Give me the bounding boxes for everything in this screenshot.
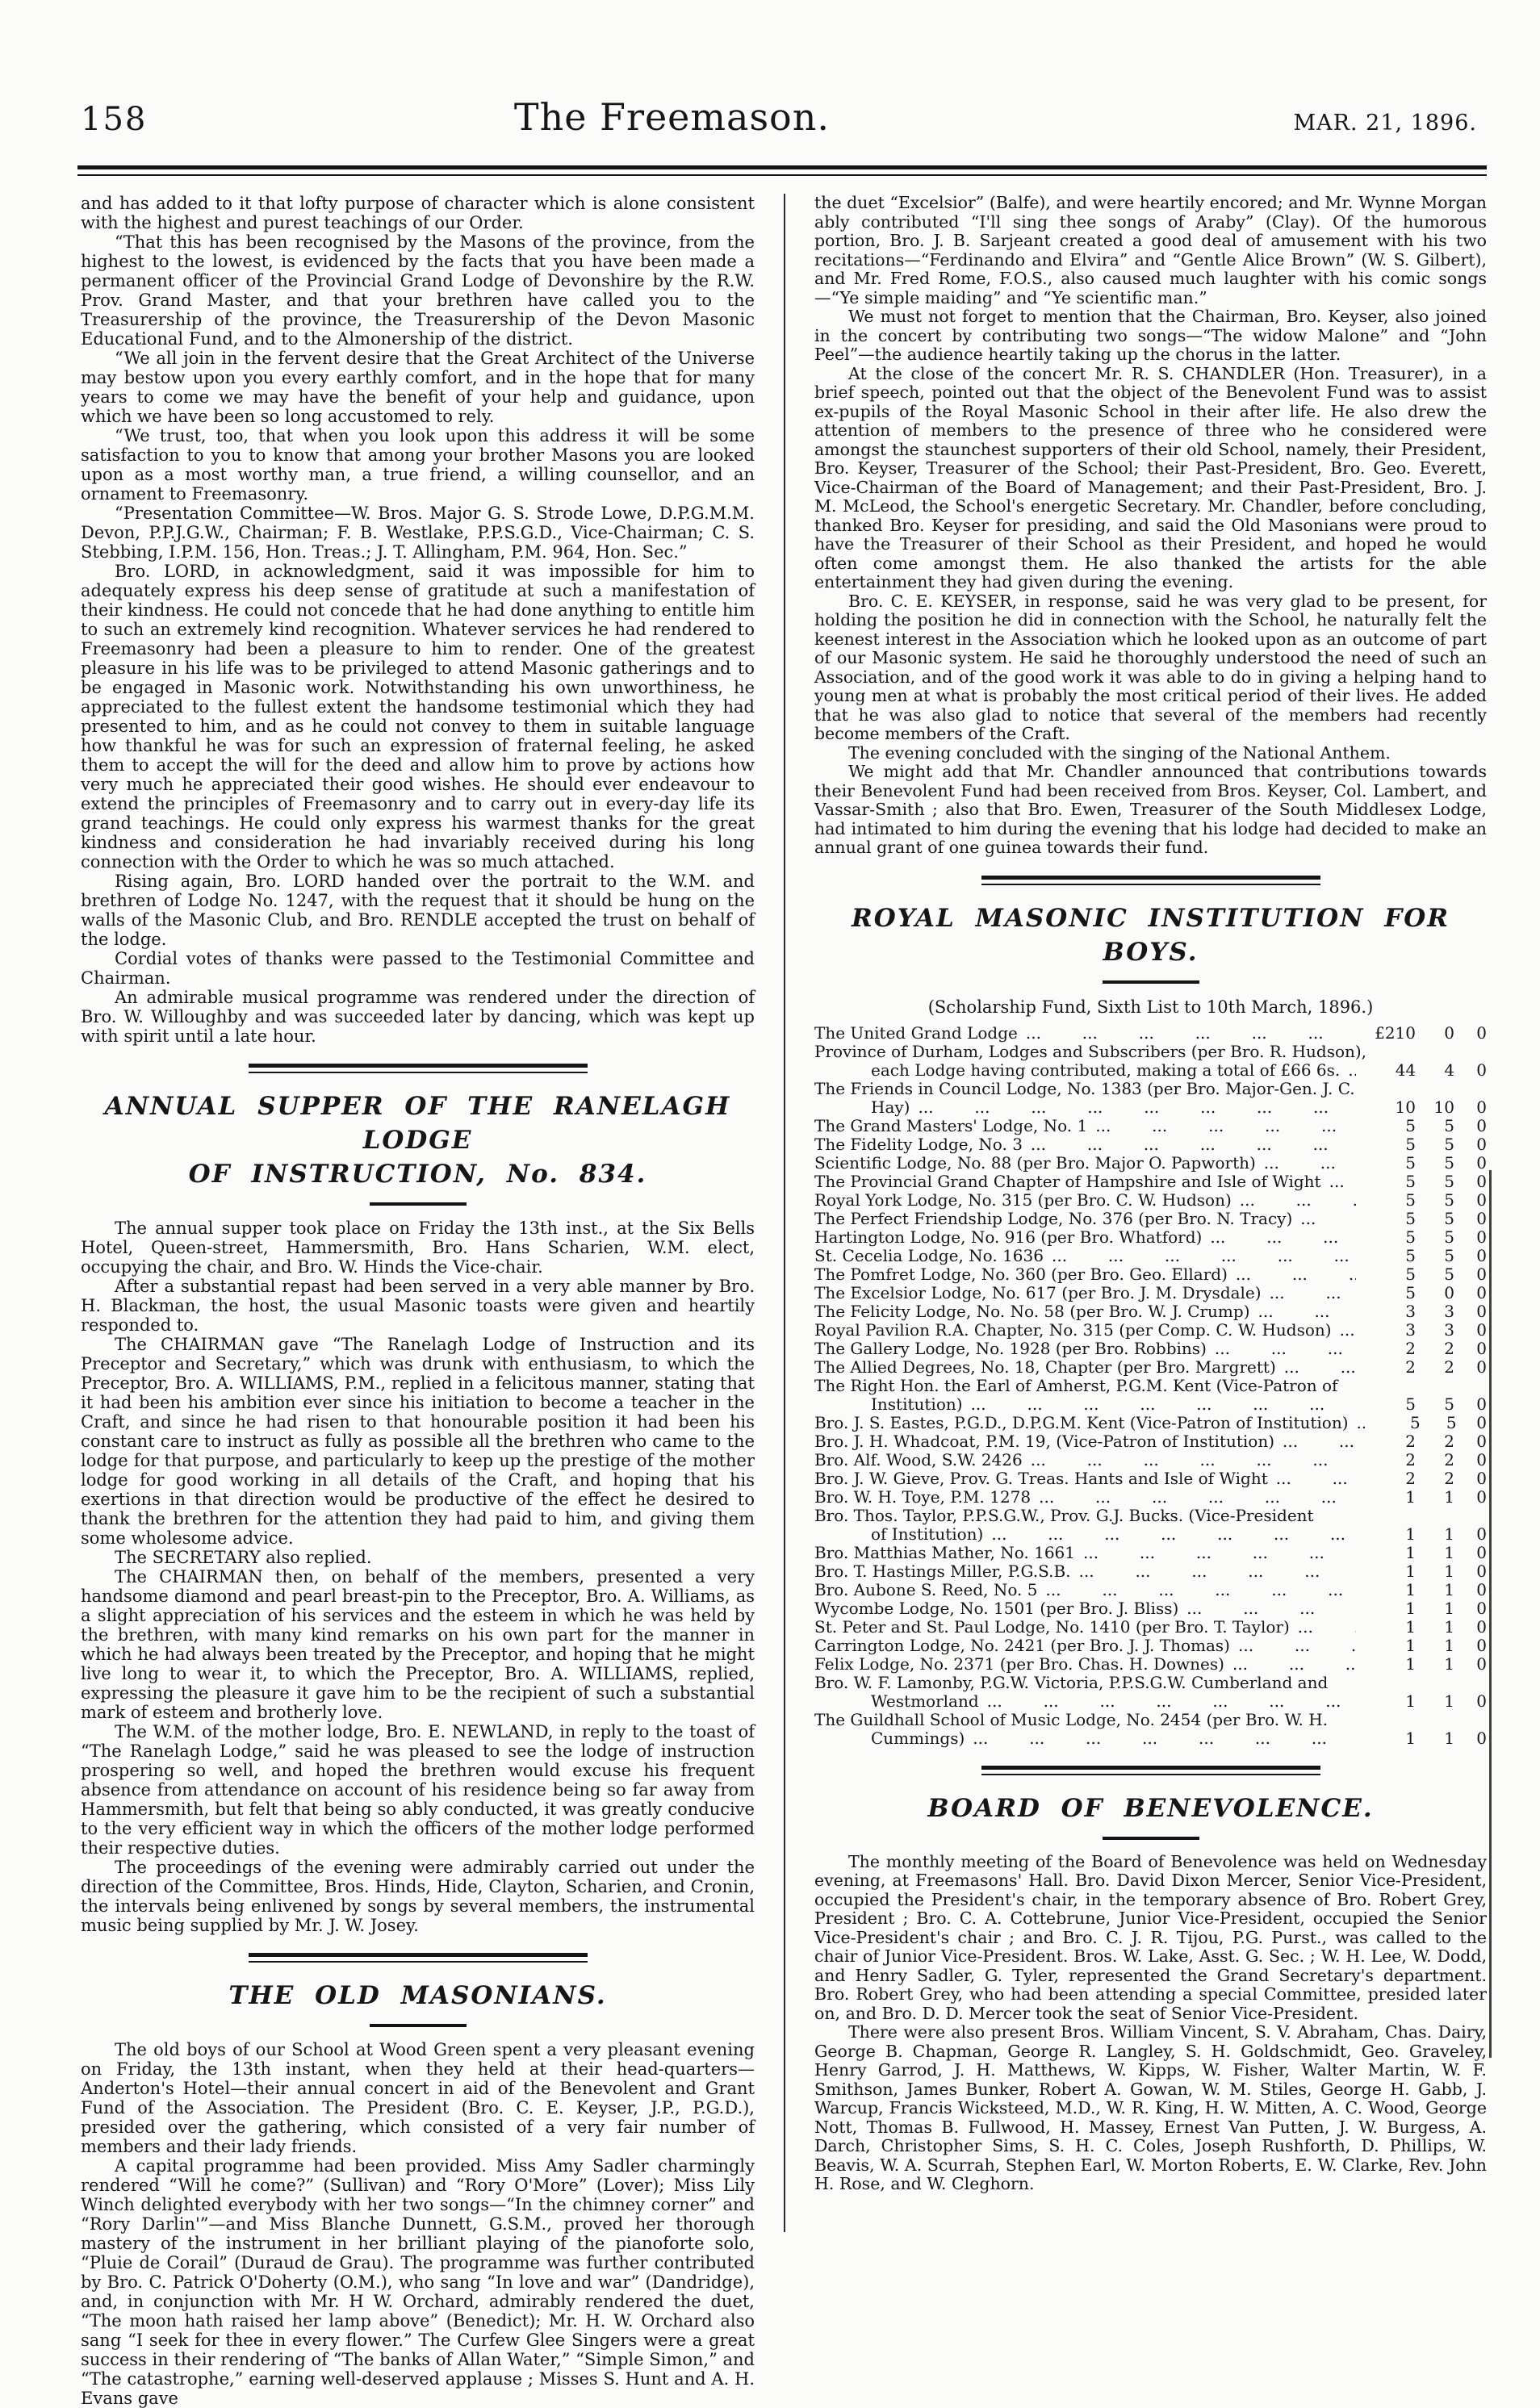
paragraph: the duet “Excelsior” (Balfe), and were heartily encored; and Mr. Wynne Morgan ably contributed “I'll sing thee songs of Araby” (Clay). Of the humorous portion, Bro. J. B. Sarjeant created a good deal of amusement with his two recitations—“Ferdinando and Elvira” and “Gentle Alice Brown” (W. S. Gilbert), and Mr. Fred Rome, F.O.S., also caused much laughter with his comic songs—“Ye simple maiding” and “Ye scientific man.” (814, 193, 1487, 307)
paragraph: Rising again, Bro. LORD handed over the portrait to the W.M. and brethren of Lodge No. 1247, with the request that it should be hung on the walls of the Masonic Club, and Bro. RENDLE accepted the trust on behalf of the lodge. (81, 872, 755, 949)
amount-shillings: 5 (1444, 1227, 1454, 1247)
header-double-rule (77, 165, 1487, 176)
amount-pence: 0 (1476, 1561, 1487, 1581)
dot-leader (1250, 1302, 1356, 1321)
old-masonians-article-body (81, 2040, 755, 2408)
amount-pounds: 5 (1405, 1134, 1416, 1154)
fund-list-entry-name: Bro. Alf. Wood, S.W. 2426 (814, 1449, 1023, 1469)
fund-list-row (814, 1358, 1487, 1377)
amount-shillings: 1 (1444, 1635, 1454, 1655)
amount-pence: 0 (1476, 1338, 1487, 1358)
fund-list-row (814, 1377, 1487, 1395)
fund-list-entry-name: Bro. W. H. Toye, P.M. 1278 (814, 1486, 1032, 1507)
amount-shillings: 1 (1444, 1598, 1454, 1618)
headline-line: ANNUAL SUPPER OF THE RANELAGH LODGE (104, 1092, 731, 1155)
headline-line: OF INSTRUCTION, No. 834. (188, 1160, 647, 1189)
section-separator (981, 876, 1320, 885)
fund-list-row (814, 1562, 1487, 1581)
fund-list-row (814, 1581, 1487, 1599)
amount-pence: 0 (1476, 1245, 1487, 1265)
fund-list-entry-name: The Grand Masters' Lodge, No. 1 (814, 1115, 1088, 1135)
amount-pounds: 5 (1405, 1115, 1416, 1135)
fund-list-entry-name: each Lodge having contributed, making a total of £66 6s. (871, 1060, 1341, 1080)
amount-shillings: 5 (1444, 1208, 1454, 1228)
fund-list-entry-name: Felix Lodge, No. 2371 (per Bro. Chas. H. Downes) (814, 1653, 1224, 1674)
paragraph: The CHAIRMAN then, on behalf of the members, presented a very handsome diamond and pearl breast-pin to the Preceptor, Bro. A. Williams, as a slight appreciation of his services and the esteem in which he was held by the brethren, with many kind remarks on his own part for the manner in which he had always been treated by the Preceptor, and hoping that he might live long to wear it, to which the Preceptor, Bro. A. WILLIAMS, replied, expressing the pleasure it gave him to be the recipient of such a substantial mark of esteem and brotherly love. (81, 1567, 755, 1722)
benevolence-article-body (814, 1853, 1487, 2194)
amount-pence: 0 (1476, 1301, 1487, 1321)
dot-leader (1276, 1358, 1356, 1377)
amount-shillings: 10 (1433, 1097, 1454, 1117)
fund-list-entry-name: The Right Hon. the Earl of Amherst, P.G.M. Kent (Vice-Patron of (814, 1375, 1338, 1395)
paragraph: “We all join in the fervent desire that the Great Architect of the Universe may bestow upon you every earthly comfort, and in the hope that for many years to come we may have the benefit of your help and guidance, upon which we have been so long accustomed to rely. (81, 349, 755, 426)
fund-list-row (814, 1228, 1487, 1247)
amount-pounds: 10 (1395, 1097, 1416, 1117)
fund-list-row (814, 1618, 1487, 1637)
amount-shillings: 1 (1444, 1728, 1454, 1748)
amount-pounds: 1 (1405, 1524, 1416, 1544)
article-title-old-masonians: THE OLD MASONIANS. (228, 1981, 607, 2010)
paragraph: The evening concluded with the singing of the National Anthem. (848, 742, 1391, 763)
amount-pounds: 1 (1405, 1486, 1416, 1507)
amount-pounds: 5 (1405, 1264, 1416, 1284)
amount-pence: 0 (1476, 1134, 1487, 1154)
amount-shillings: 2 (1444, 1431, 1454, 1451)
fund-list-row (814, 1154, 1487, 1173)
dot-leader (1230, 1637, 1356, 1655)
amount-pence: 0 (1476, 1449, 1487, 1469)
dot-leader (963, 1395, 1356, 1414)
amount-shillings: 5 (1444, 1264, 1454, 1284)
paragraph: After a substantial repast had been served in a very able manner by Bro. H. Blackman, the host, the usual Masonic toasts were given and heartily responded to. (81, 1277, 755, 1335)
dot-leader (1075, 1544, 1356, 1562)
fund-list-entry-name: The Fidelity Lodge, No. 3 (814, 1134, 1023, 1154)
dot-leader (1228, 1265, 1356, 1284)
amount-shillings: 3 (1444, 1319, 1454, 1340)
paragraph: An admirable musical programme was rendered under the direction of Bro. W. Willoughby and was succeeded later by dancing, which was kept up with spirit until a late hour. (81, 988, 755, 1046)
amount-pounds: £210 (1375, 1022, 1416, 1043)
fund-list-row (814, 1599, 1487, 1618)
amount-shillings: 4 (1444, 1060, 1455, 1080)
paragraph: The monthly meeting of the Board of Benevolence was held on Wednesday evening, at Freemasons' Hall. Bro. David Dixon Mercer, Senior Vice-President, occupied the President's chair, in the temporary absence of Bro. Robert Grey, President ; Bro. C. A. Cottebrune, Junior Vice-President, occupied the Senior Vice-President's chair ; and Bro. C. J. R. Tijou, P.G. Purst., was called to the chair of Junior Vice-President. Bros. W. Lake, Asst. G. Sec. ; W. H. Lee, W. Dodd, and Henry Sadler, G. Tyler, represented the Grand Secretary's department. Bro. Robert Grey, who had been attending a special Committee, presided later on, and Bro. D. D. Mercer took the seat of Senior Vice-President. (814, 1851, 1487, 2023)
dot-leader (1202, 1228, 1356, 1247)
amount-shillings: 1 (1444, 1653, 1454, 1674)
dot-leader (1071, 1562, 1356, 1581)
fund-list-row (814, 1432, 1487, 1451)
fund-list-entry-name: Bro. Matthias Mather, No. 1661 (814, 1542, 1075, 1562)
fund-list-entry-name: St. Cecelia Lodge, No. 1636 (814, 1245, 1044, 1265)
dot-leader (1232, 1191, 1356, 1210)
amount-pence: 0 (1476, 1357, 1487, 1377)
amount-pounds: 1 (1405, 1598, 1416, 1618)
amount-pence: 0 (1476, 1189, 1487, 1210)
dot-leader (1044, 1247, 1356, 1265)
fund-list-entry-name: The Perfect Friendship Lodge, No. 376 (per Bro. N. Tracy) (814, 1208, 1293, 1228)
dot-leader (1023, 1451, 1356, 1469)
fund-list-row (814, 1117, 1487, 1135)
fund-list-entry-name: Hartington Lodge, No. 916 (per Bro. Whatford) (814, 1227, 1203, 1247)
amount-shillings: 2 (1444, 1338, 1454, 1358)
paragraph: Cordial votes of thanks were passed to the Testimonial Committee and Chairman. (81, 949, 755, 988)
paragraph: At the close of the concert Mr. R. S. CHANDLER (Hon. Treasurer), in a brief speech, pointed out that the object of the Benevolent Fund was to assist ex-pupils of the Royal Masonic School in their after life. He also drew the attention of members to the presence of three who he considered were amongst the staunchest supporters of their old School, namely, their President, Bro. Keyser, Treasurer of the School; their Past-President, Bro. Geo. Everett, Vice-Chairman of the Board of Management; and their Past-President, Bro. J. M. McLeod, the School's energetic Secretary. Mr. Chandler, before concluding, thanked Bro. Keyser for presiding, and said the Old Masonians were proud to have the Treasurer of their School as their President, and hoped he would often come amongst them. He also thanked the artists for the able entertainment they had given during the evening. (814, 363, 1487, 592)
dot-leader (1268, 1469, 1356, 1488)
amount-pounds: 5 (1410, 1412, 1421, 1432)
fund-list-entry-name: The Guildhall School of Music Lodge, No. 2454 (per Bro. W. H. (814, 1709, 1329, 1729)
amount-shillings: 5 (1444, 1245, 1454, 1265)
amount-pence: 0 (1476, 1524, 1487, 1544)
fund-list-entry-name: Bro. J. S. Eastes, P.G.D., D.P.G.M. Kent (Vice-Patron of Institution) (814, 1412, 1349, 1432)
dot-leader (1031, 1488, 1356, 1507)
fund-list-row (814, 1507, 1487, 1525)
fund-list-entry-name: Westmorland (871, 1691, 979, 1711)
dot-leader (1332, 1321, 1356, 1340)
fund-list-row (814, 1247, 1487, 1265)
paragraph: Bro. LORD, in acknowledgment, said it was impossible for him to adequately express his deep sense of gratitude at such a manifestation of their kindness. He could not concede that he had done anything to entitle him to such an extremely kind recognition. Whatever services he had rendered to Freemasonry had been a pleasure to him to render. One of the greatest pleasure in his life was to be privileged to attend Masonic gatherings and to be engaged in Masonic work. Notwithstanding his own unworthiness, he appreciated to the fullest extent the handsome testimonial which they had presented to him, and as he could not convey to them in suitable language how thankful he was for such an expression of fraternal feeling, he asked them to accept the will for the deed and allow him to prove by actions how very much he appreciated their good wishes. He should ever endeavour to extend the principles of Freemasonry and to carry out in every-day life its grand teachings. He could only express his warmest thanks for the great kindness and consideration he had invariably received during his long connection with the Order to which he was so much attached. (81, 562, 755, 872)
fund-list-row (814, 1135, 1487, 1154)
testimonial-article-body (81, 194, 755, 1046)
amount-shillings: 5 (1444, 1134, 1454, 1154)
headline-rule (370, 1202, 467, 1206)
amount-pounds: 5 (1405, 1189, 1416, 1210)
fund-list-row (814, 1711, 1487, 1729)
amount-pence: 0 (1476, 1227, 1487, 1247)
amount-pence: 0 (1476, 1060, 1487, 1080)
section-separator (981, 1766, 1320, 1775)
scholarship-fund-list (814, 1024, 1487, 1748)
amount-pounds: 44 (1395, 1060, 1417, 1080)
amount-shillings: 0 (1444, 1282, 1454, 1302)
headline-rule (370, 2024, 467, 2027)
amount-pounds: 5 (1405, 1208, 1416, 1228)
amount-pence: 0 (1476, 1542, 1487, 1562)
fund-list-entry-name: Cummings) (871, 1728, 965, 1748)
paragraph: The W.M. of the mother lodge, Bro. E. NEWLAND, in reply to the toast of “The Ranelagh Lodge,” said he was pleased to see the lodge of instruction prospering so well, and hoped the brethren would excuse his frequent absence from attendance on account of his residence being so far away from Hammersmith, but felt that being so ably conducted, it was greatly conducive to the very efficient way in which the officers of the mother lodge performed their respective duties. (81, 1722, 755, 1858)
page-number: 158 (81, 101, 148, 138)
dot-leader (910, 1098, 1356, 1117)
amount-shillings: 2 (1444, 1468, 1454, 1488)
fund-list-entry-name: The Gallery Lodge, No. 1928 (per Bro. Robbins) (814, 1338, 1207, 1358)
amount-pence: 0 (1476, 1394, 1487, 1414)
paragraph: “We trust, too, that when you look upon this address it will be some satisfaction to you to know that among your brother Masons you are looked upon as a most worthy man, a true friend, a willing counsellor, and an ornament to Freemasonry. (81, 426, 755, 504)
fund-list-row (814, 1655, 1487, 1674)
dot-leader (979, 1692, 1356, 1711)
fund-list-row (814, 1284, 1487, 1302)
fund-list-entry-name: of Institution) (871, 1524, 984, 1544)
amount-shillings: 1 (1444, 1486, 1454, 1507)
left-column (81, 194, 784, 2408)
fund-list-entry-name: The Felicity Lodge, No. No. 58 (per Bro. W. J. Crump) (814, 1301, 1250, 1321)
amount-pence: 0 (1476, 1152, 1487, 1173)
fund-list-row (814, 1451, 1487, 1469)
fund-list-row (814, 1414, 1487, 1432)
amount-pounds: 3 (1405, 1319, 1416, 1340)
fund-list-entry-name: Bro. J. H. Whadcoat, P.M. 19, (Vice-Patron of Institution) (814, 1431, 1274, 1451)
fund-list-entry-name: Wycombe Lodge, No. 1501 (per Bro. J. Bliss) (814, 1598, 1179, 1618)
amount-shillings: 1 (1444, 1542, 1454, 1562)
fund-list-entry-name: Province of Durham, Lodges and Subscribers (per Bro. R. Hudson), (814, 1041, 1367, 1061)
amount-pounds: 1 (1405, 1616, 1416, 1637)
fund-list-row (814, 1637, 1487, 1655)
amount-shillings: 5 (1444, 1115, 1454, 1135)
right-column (784, 194, 1487, 2232)
amount-shillings: 1 (1444, 1524, 1454, 1544)
fund-list-row (814, 1061, 1487, 1080)
paragraph: “That this has been recognised by the Masons of the province, from the highest to the lowest, is evidenced by the facts that you have been made a permanent officer of the Provincial Grand Lodge of Devonshire by the R.W. Prov. Grand Master, and that your brethren have called you to the Treasurership of the province, the Treasurership of the Devon Masonic Educational Fund, and to the Almonership of the district. (81, 232, 755, 349)
amount-pence: 0 (1476, 1264, 1487, 1284)
fund-list-entry-name: Bro. W. F. Lamonby, P.G.W. Victoria, P.P.S.G.W. Cumberland and (814, 1672, 1329, 1692)
dot-leader (1207, 1340, 1356, 1358)
amount-pence: 0 (1476, 1115, 1487, 1135)
amount-pounds: 2 (1405, 1338, 1416, 1358)
amount-pence: 0 (1476, 1579, 1487, 1599)
page-header (81, 95, 1477, 139)
amount-shillings: 1 (1444, 1691, 1454, 1711)
fund-list-row (814, 1395, 1487, 1414)
paragraph: There were also present Bros. William Vincent, S. V. Abraham, Chas. Dairy, George B. Chapman, George R. Langley, S. H. Goldschmidt, Geo. Graveley, Henry Garrod, J. H. Matthews, W. Kipps, W. Fisher, Walter Martin, W. F. Smithson, James Bunker, Robert A. Gowan, W. M. Stiles, George H. Gabb, J. Warcup, Francis Wicksteed, M.D., W. R. King, H. W. Mitten, A. C. Wood, George Nott, Thomas B. Fullwood, H. Massey, Ernest Van Putten, J. W. Burgess, A. Darch, Christopher Sims, S. H. C. Coles, Joseph Rushforth, D. Phillips, W. Beavis, W. A. Scurrah, Stephen Earl, W. Morton Roberts, E. W. Clarke, Rev. John H. Rose, and W. Cleghorn. (814, 2022, 1487, 2193)
headline-rule (1103, 1837, 1199, 1840)
fund-list-row (814, 1080, 1487, 1098)
paragraph: and has added to it that lofty purpose of character which is alone consistent with the highest and purest teachings of our Order. (81, 194, 755, 232)
fund-list-entry-name: Carrington Lodge, No. 2421 (per Bro. J. J. Thomas) (814, 1635, 1230, 1655)
section-separator (249, 1953, 588, 1963)
amount-shillings: 5 (1444, 1152, 1454, 1173)
fund-list-entry-name: Royal Pavilion R.A. Chapter, No. 315 (per Comp. C. W. Hudson) (814, 1319, 1332, 1340)
amount-shillings: 1 (1444, 1561, 1454, 1581)
amount-pounds: 1 (1405, 1691, 1416, 1711)
dot-leader (1023, 1135, 1356, 1154)
dot-leader (1292, 1210, 1356, 1228)
amount-pence: 0 (1476, 1282, 1487, 1302)
amount-pence: 0 (1476, 1635, 1487, 1655)
fund-list-row (814, 1729, 1487, 1748)
fund-list-entry-name: The United Grand Lodge (814, 1022, 1018, 1043)
fund-list-entry-name: The Provincial Grand Chapter of Hampshire and Isle of Wight (814, 1171, 1321, 1191)
issue-date: MAR. 21, 1896. (1293, 111, 1477, 136)
amount-pence: 0 (1476, 1412, 1487, 1432)
scan-edge-artifact (1489, 1170, 1492, 2058)
amount-pounds: 5 (1405, 1282, 1416, 1302)
fund-list-entry-name: Bro. Aubone S. Reed, No. 5 (814, 1579, 1038, 1599)
dot-leader (1321, 1173, 1356, 1191)
dot-leader (965, 1729, 1356, 1748)
fund-list-row (814, 1210, 1487, 1228)
dot-leader (1037, 1581, 1356, 1599)
fund-list-row (814, 1265, 1487, 1284)
paragraph: “Presentation Committee—W. Bros. Major G. S. Strode Lowe, D.P.G.M.M. Devon, P.P.J.G.W., Chairman; F. B. Westlake, P.P.S.G.D., Vice-Chairman; C. S. Stebbing, I.P.M. 156, Hon. Treas.; J. T. Allingham, P.M. 964, Hon. Sec.” (81, 504, 755, 562)
paragraph: The old boys of our School at Wood Green spent a very pleasant evening on Friday, the 13th instant, when they held at their head-quarters—Anderton's Hotel—their annual concert in aid of the Benevolent and Grant Fund of the Association. The President (Bro. C. E. Keyser, J.P., P.G.D.), presided over the gathering, which consisted of a very fair number of members and their lady friends. (81, 2040, 755, 2156)
masthead-title: The Freemason. (513, 95, 830, 139)
fund-list-entry-name: Bro. J. W. Gieve, Prov. G. Treas. Hants and Isle of Wight (814, 1468, 1268, 1488)
section-separator (249, 1064, 588, 1073)
amount-shillings: 5 (1444, 1171, 1454, 1191)
amount-pence: 0 (1476, 1468, 1487, 1488)
dot-leader (1262, 1284, 1356, 1302)
fund-list-entry-name: Bro. T. Hastings Miller, P.G.S.B. (814, 1561, 1071, 1581)
amount-pounds: 2 (1405, 1357, 1416, 1377)
dot-leader (1340, 1061, 1356, 1080)
amount-pounds: 1 (1405, 1542, 1416, 1562)
dot-leader (1274, 1432, 1356, 1451)
amount-pounds: 5 (1405, 1227, 1416, 1247)
headline-rule (1103, 980, 1199, 984)
fund-list-row (814, 1469, 1487, 1488)
amount-pounds: 1 (1405, 1561, 1416, 1581)
dot-leader (1349, 1414, 1365, 1432)
ranelagh-article-body (81, 1219, 755, 1935)
paragraph: The proceedings of the evening were admirably carried out under the direction of the Committee, Bros. Hinds, Hide, Clayton, Scharien, and Cronin, the intervals being enlivened by songs by several members, the instrumental music being supplied by Mr. J. W. Josey. (81, 1858, 755, 1935)
amount-shillings: 2 (1444, 1357, 1454, 1377)
amount-pence: 0 (1476, 1319, 1487, 1340)
article-title-boys-institution: ROYAL MASONIC INSTITUTION FOR BOYS. (852, 903, 1450, 967)
article-title-board-of-benevolence: BOARD OF BENEVOLENCE. (927, 1793, 1374, 1823)
amount-pence: 0 (1476, 1171, 1487, 1191)
fund-list-entry-name: The Friends in Council Lodge, No. 1383 (per Bro. Major-Gen. J. C. (814, 1078, 1355, 1098)
amount-shillings: 5 (1444, 1189, 1454, 1210)
amount-pounds: 1 (1405, 1579, 1416, 1599)
amount-pounds: 1 (1405, 1728, 1416, 1748)
fund-list-row (814, 1043, 1487, 1061)
amount-pence: 0 (1476, 1097, 1487, 1117)
paragraph: We might add that Mr. Chandler announced that contributions towards their Benevolent Fund had been received from Bros. Keyser, Col. Lambert, and Vassar-Smith ; also that Bro. Ewen, Treasurer of the South Middlesex Lodge, had intimated to him during the evening that his lodge had decided to make an annual grant of one guinea towards their fund. (814, 762, 1487, 857)
fund-list-row (814, 1544, 1487, 1562)
amount-shillings: 2 (1444, 1449, 1454, 1469)
amount-pence: 0 (1476, 1728, 1487, 1748)
amount-pounds: 5 (1405, 1152, 1416, 1173)
amount-pounds: 5 (1405, 1171, 1416, 1191)
amount-pence: 0 (1476, 1691, 1487, 1711)
amount-shillings: 3 (1444, 1301, 1454, 1321)
fund-list-entry-name: Institution) (871, 1394, 963, 1414)
fund-list-row (814, 1674, 1487, 1692)
paragraph: The CHAIRMAN gave “The Ranelagh Lodge of Instruction and its Preceptor and Secretary,” which was drunk with enthusiasm, to which the Preceptor, Bro. A. WILLIAMS, P.M., replied in a felicitous manner, stating that it had been his ambition ever since his initiation to become a teacher in the Craft, and since he had risen to that honourable position it had been his constant care to instruct as fully as possible all the brethren who came to the lodge for that purpose, and particularly to keep up the prestige of the mother lodge for good working in all details of the Craft, and hoping that his exertions in that direction would be productive of the effect he desired to thank the brethren for the attention they had paid to him, and giving them some wholesome advice. (81, 1335, 755, 1548)
dot-leader (1018, 1024, 1356, 1043)
amount-shillings: 5 (1446, 1412, 1457, 1432)
amount-pence: 0 (1476, 1486, 1487, 1507)
fund-list-row (814, 1191, 1487, 1210)
fund-list-row (814, 1024, 1487, 1043)
amount-pounds: 1 (1405, 1653, 1416, 1674)
dot-leader (983, 1525, 1356, 1544)
amount-pence: 0 (1476, 1431, 1487, 1451)
paragraph: The annual supper took place on Friday the 13th inst., at the Six Bells Hotel, Queen-street, Hammersmith, Bro. Hans Scharien, W.M. elect, occupying the chair, and Bro. W. Hinds the Vice-chair. (81, 1219, 755, 1277)
amount-pounds: 1 (1405, 1635, 1416, 1655)
fund-list-row (814, 1488, 1487, 1507)
fund-list-entry-name: Hay) (871, 1097, 910, 1117)
amount-shillings: 5 (1444, 1394, 1454, 1414)
amount-shillings: 1 (1444, 1579, 1454, 1599)
two-column-body (81, 193, 1487, 2408)
fund-list-row (814, 1321, 1487, 1340)
dot-leader (1087, 1117, 1356, 1135)
fund-list-entry-name: The Allied Degrees, No. 18, Chapter (per Bro. Margrett) (814, 1357, 1276, 1377)
concert-article-continuation (814, 194, 1487, 858)
fund-list-row (814, 1525, 1487, 1544)
amount-pounds: 2 (1405, 1431, 1416, 1451)
scholarship-fund-subtitle: (Scholarship Fund, Sixth List to 10th March, 1896.) (927, 997, 1374, 1017)
amount-pounds: 3 (1405, 1301, 1416, 1321)
dot-leader (1178, 1599, 1356, 1618)
amount-pence: 0 (1476, 1022, 1487, 1043)
amount-pounds: 2 (1405, 1468, 1416, 1488)
amount-shillings: 1 (1444, 1616, 1454, 1637)
amount-pence: 0 (1476, 1598, 1487, 1618)
amount-pounds: 5 (1405, 1245, 1416, 1265)
fund-list-entry-name: Bro. Thos. Taylor, P.P.S.G.W., Prov. G.J. Bucks. (Vice-President (814, 1505, 1314, 1525)
fund-list-row (814, 1340, 1487, 1358)
amount-shillings: 0 (1444, 1022, 1454, 1043)
fund-list-row (814, 1692, 1487, 1711)
fund-list-row (814, 1302, 1487, 1321)
dot-leader (1256, 1154, 1356, 1173)
fund-list-entry-name: Scientific Lodge, No. 88 (per Bro. Major O. Papworth) (814, 1152, 1256, 1173)
fund-list-entry-name: The Excelsior Lodge, No. 617 (per Bro. J. M. Drysdale) (814, 1282, 1262, 1302)
amount-pounds: 2 (1405, 1449, 1416, 1469)
fund-list-entry-name: The Pomfret Lodge, No. 360 (per Bro. Geo. Ellard) (814, 1264, 1228, 1284)
fund-list-row (814, 1173, 1487, 1191)
fund-list-entry-name: Royal York Lodge, No. 315 (per Bro. C. W. Hudson) (814, 1189, 1232, 1210)
amount-pence: 0 (1476, 1653, 1487, 1674)
article-title-ranelagh-supper (81, 1089, 755, 1191)
amount-pence: 0 (1476, 1616, 1487, 1637)
amount-pence: 0 (1476, 1208, 1487, 1228)
paragraph: The SECRETARY also replied. (115, 1548, 372, 1567)
dot-leader (1224, 1655, 1356, 1674)
amount-pounds: 5 (1405, 1394, 1416, 1414)
fund-list-row (814, 1098, 1487, 1117)
paragraph: Bro. C. E. KEYSER, in response, said he was very glad to be present, for holding the position he did in connection with the School, he naturally felt the keenest interest in the Association which he looked upon as an outcome of part of our Masonic system. He said he thoroughly understood the need of such an Association, and of the good work it was able to do in giving a helping hand to young men at what is probably the most critical period of their lives. He added that he was also glad to notice that several of the members had recently become members of the Craft. (814, 591, 1487, 743)
paragraph: We must not forget to mention that the Chairman, Bro. Keyser, also joined in the concert by contributing two songs—“The widow Malone” and “John Peel”—the audience heartily taking up the chorus in the latter. (814, 307, 1487, 364)
dot-leader (1290, 1618, 1356, 1637)
paragraph: A capital programme had been provided. Miss Amy Sadler charmingly rendered “Will he come?” (Sullivan) and “Rory O'More” (Lover); Miss Lily Winch delighted everybody with her two songs—“In the chimney corner” and “Rory Darlin'”—and Miss Blanche Dunnett, G.S.M., proved her thorough mastery of the instrument in her brilliant playing of the pianoforte solo, “Pluie de Corail” (Duraud de Grau). The programme was further contributed by Bro. C. Patrick O'Doherty (O.M.), who sang “In love and war” (Dandridge), and, in conjunction with Mr. H W. Orchard, admirably rendered the duet, “The moon hath raised her lamp above” (Benedict); Mr. H. W. Orchard also sang “I seek for thee in every flower.” The Curfew Glee Singers were a great success in their rendering of “The banks of Allan Water,” “Simple Simon,” and “The catastrophe,” earning well-deserved applause ; Misses S. Hunt and A. H. Evans gave (81, 2156, 755, 2408)
fund-list-entry-name: St. Peter and St. Paul Lodge, No. 1410 (per Bro. T. Taylor) (814, 1616, 1290, 1637)
